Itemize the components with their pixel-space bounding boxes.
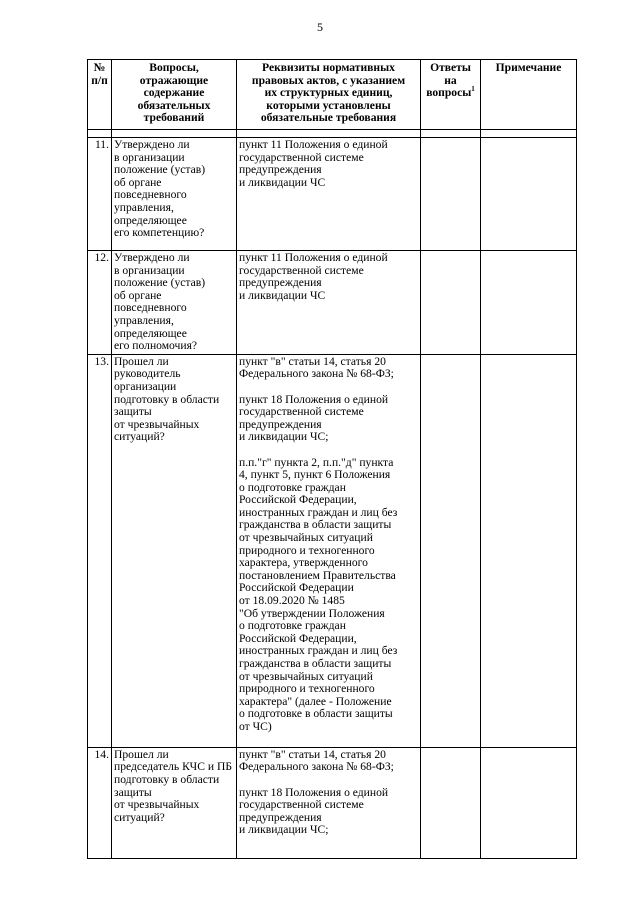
row-requisites: пункт "в" статьи 14, статья 20 Федерального закона № 68-ФЗ; пункт 18 Положения о единой государственной системе предупреждения и ликвидации ЧС; <box>237 747 421 858</box>
header-questions: Вопросы, отражающие содержание обязательных требований <box>112 60 237 130</box>
table-header-row <box>88 60 577 130</box>
row-question: Утверждено ли в организации положение (устав) об органе повседневного управления, определяющее его компетенцию? <box>112 138 237 251</box>
header-notes: Примечание <box>481 60 577 130</box>
page-number: 5 <box>317 20 323 34</box>
footnote-marker: 1 <box>471 85 475 94</box>
row-note[interactable] <box>481 138 577 251</box>
table-row <box>88 747 577 858</box>
row-answer[interactable] <box>421 251 481 355</box>
row-number: 12. <box>88 251 112 355</box>
table-row <box>88 354 577 747</box>
row-requisites: пункт "в" статьи 14, статья 20 Федерального закона № 68-ФЗ; пункт 18 Положения о единой государственной системе предупреждения и ликвидации ЧС; п.п."г" пункта 2, п.п."д" пункта 4, пункт 5, пункт 6 Положения о подготовке граждан Российской Федерации, иностранных граждан и лиц без гражданства в области защиты от чрезвычайных ситуаций природного и техногенного характера, утвержденного постановлением Правительства Российской Федерации от 18.09.2020 № 1485 "Об утверждении Положения о подготовке граждан Российской Федерации, иностранных граждан и лиц без гражданства в области защиты от чрезвычайных ситуаций природного и техногенного характера" (далее - Положение о подготовке в области защиты от ЧС) <box>237 354 421 747</box>
row-question: Прошел ли председатель КЧС и ПБ подготовку в области защиты от чрезвычайных ситуаций? <box>112 747 237 858</box>
header-answers <box>421 60 481 130</box>
row-question: Утверждено ли в организации положение (устав) об органе повседневного управления, определяющее его полномочия? <box>112 251 237 355</box>
header-requisites: Реквизиты нормативных правовых актов, с указанием их структурных единиц, которыми установлены обязательные требования <box>237 60 421 130</box>
row-note[interactable] <box>481 747 577 858</box>
row-answer[interactable] <box>421 747 481 858</box>
requirements-table <box>87 59 577 859</box>
row-note[interactable] <box>481 354 577 747</box>
table-row <box>88 138 577 251</box>
header-answers-label: Ответы на вопросы <box>426 61 472 100</box>
row-number: 14. <box>88 747 112 858</box>
row-requisites: пункт 11 Положения о единой государственной системе предупреждения и ликвидации ЧС <box>237 251 421 355</box>
row-number: 13. <box>88 354 112 747</box>
row-note[interactable] <box>481 251 577 355</box>
row-question: Прошел ли руководитель организации подготовку в области защиты от чрезвычайных ситуаций? <box>112 354 237 747</box>
row-answer[interactable] <box>421 138 481 251</box>
header-num: № п/п <box>88 60 112 130</box>
table-row <box>88 251 577 355</box>
row-answer[interactable] <box>421 354 481 747</box>
row-requisites: пункт 11 Положения о единой государственной системе предупреждения и ликвидации ЧС <box>237 138 421 251</box>
row-number: 11. <box>88 138 112 251</box>
spacer-row <box>88 130 577 138</box>
